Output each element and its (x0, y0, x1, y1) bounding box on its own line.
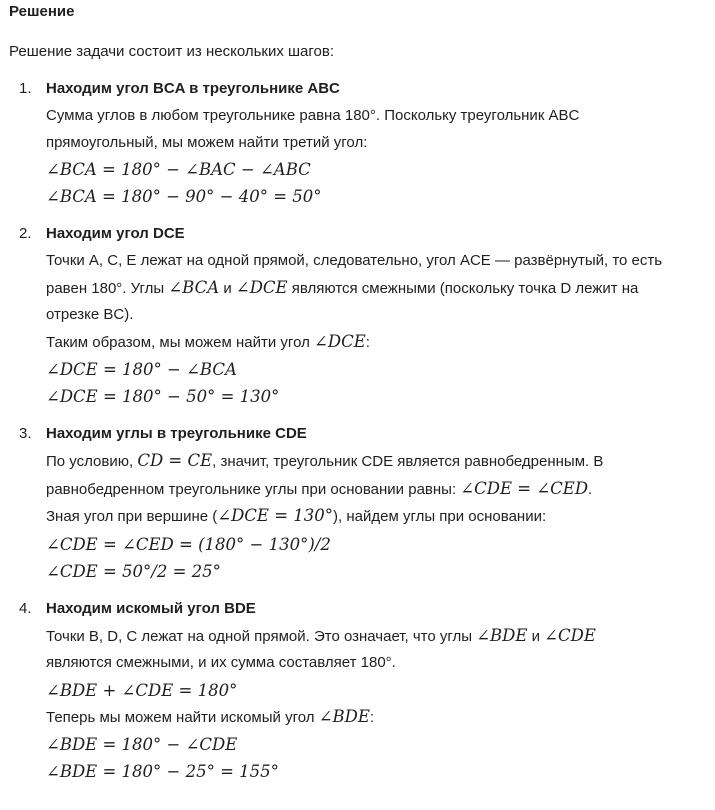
inline-math: ∠BDE (476, 625, 528, 645)
paragraph-line (46, 476, 715, 504)
paragraph-line: отрезке BC). (46, 306, 134, 323)
paragraph-line (46, 623, 715, 651)
formula: ∠DCE = 180° − ∠BCA (46, 360, 237, 379)
paragraph-line (46, 329, 715, 357)
formula: ∠CDE = ∠CED = (180° − 130°)/2 (46, 534, 331, 554)
step-2 (9, 222, 715, 410)
text-run: По условию, (46, 453, 138, 470)
inline-math: CD = CE (137, 451, 213, 470)
inline-math: ∠BCA (168, 277, 220, 297)
formula: ∠BDE + ∠CDE = 180° (46, 680, 238, 700)
formula: ∠BDE = 180° − ∠CDE (46, 735, 238, 754)
formula: ∠BDE = 180° − 25° = 155° (46, 762, 279, 781)
page-title: Решение (9, 3, 75, 20)
steps-list (9, 77, 715, 785)
paragraph-line (46, 704, 715, 732)
paragraph-line: являются смежными, и их сумма составляет 180°. (46, 654, 396, 671)
paragraph-line: прямоугольный, мы можем найти третий угол: (46, 133, 368, 151)
text-run: . (588, 480, 593, 498)
text-run: являются смежными (поскольку точка D лежит на (287, 279, 639, 297)
formula: ∠BCA = 180° − ∠BAC − ∠ABC (46, 160, 311, 179)
paragraph-line: Точки A, C, E лежат на одной прямой, следовательно, угол ACE — развёрнутый, то есть (46, 252, 663, 269)
formula: ∠BCA = 180° − 90° − 40° = 50° (46, 187, 322, 206)
step-number: 2. (19, 225, 32, 242)
inline-math: ∠BDE (318, 706, 370, 726)
text-run: равнобедренном треугольнике углы при основании равны: (46, 480, 461, 498)
text-run: равен 180°. Углы (46, 279, 169, 297)
text-run: Точки B, D, C лежат на одной прямой. Это означает, что углы (46, 627, 477, 645)
formula: ∠DCE = 180° − 50° = 130° (46, 387, 280, 406)
paragraph-line (46, 275, 715, 303)
text-run: и (527, 627, 545, 645)
step-title: Находим углы в треугольнике CDE (46, 425, 307, 442)
step-title: Находим угол BCA в треугольнике ABC (46, 80, 340, 97)
text-run: Зная угол при вершине ( (46, 508, 218, 525)
inline-math: ∠CDE = ∠CED (460, 478, 589, 498)
paragraph-line (46, 448, 715, 476)
step-number: 4. (19, 599, 32, 617)
text-run: , значит, треугольник CDE является равнобедренным. В (212, 453, 604, 470)
step-3 (9, 422, 715, 585)
text-run: : (365, 333, 370, 351)
text-run: Теперь мы можем найти искомый угол (46, 708, 319, 726)
paragraph-line (46, 503, 715, 531)
step-number: 1. (19, 80, 32, 97)
step-1 (9, 77, 715, 210)
step-title: Находим угол DCE (46, 225, 185, 242)
text-run: Таким образом, мы можем найти угол (46, 333, 315, 351)
paragraph-line: Сумма углов в любом треугольнике равна 180°. Поскольку треугольник ABC (46, 107, 580, 124)
inline-math: ∠DCE (235, 277, 288, 297)
step-title: Находим искомый угол BDE (46, 599, 256, 617)
text-run: : (369, 708, 375, 726)
step-number: 3. (19, 425, 32, 442)
text-run: ), найдем углы при основании: (333, 508, 547, 525)
formula: ∠CDE = 50°/2 = 25° (46, 561, 221, 581)
inline-math: ∠CDE (544, 625, 596, 645)
step-4 (9, 597, 715, 786)
inline-math: ∠DCE (314, 331, 366, 351)
intro-text: Решение задачи состоит из нескольких шагов: (9, 43, 335, 60)
inline-math: ∠DCE = 130° (217, 506, 334, 525)
text-run: и (219, 279, 236, 297)
